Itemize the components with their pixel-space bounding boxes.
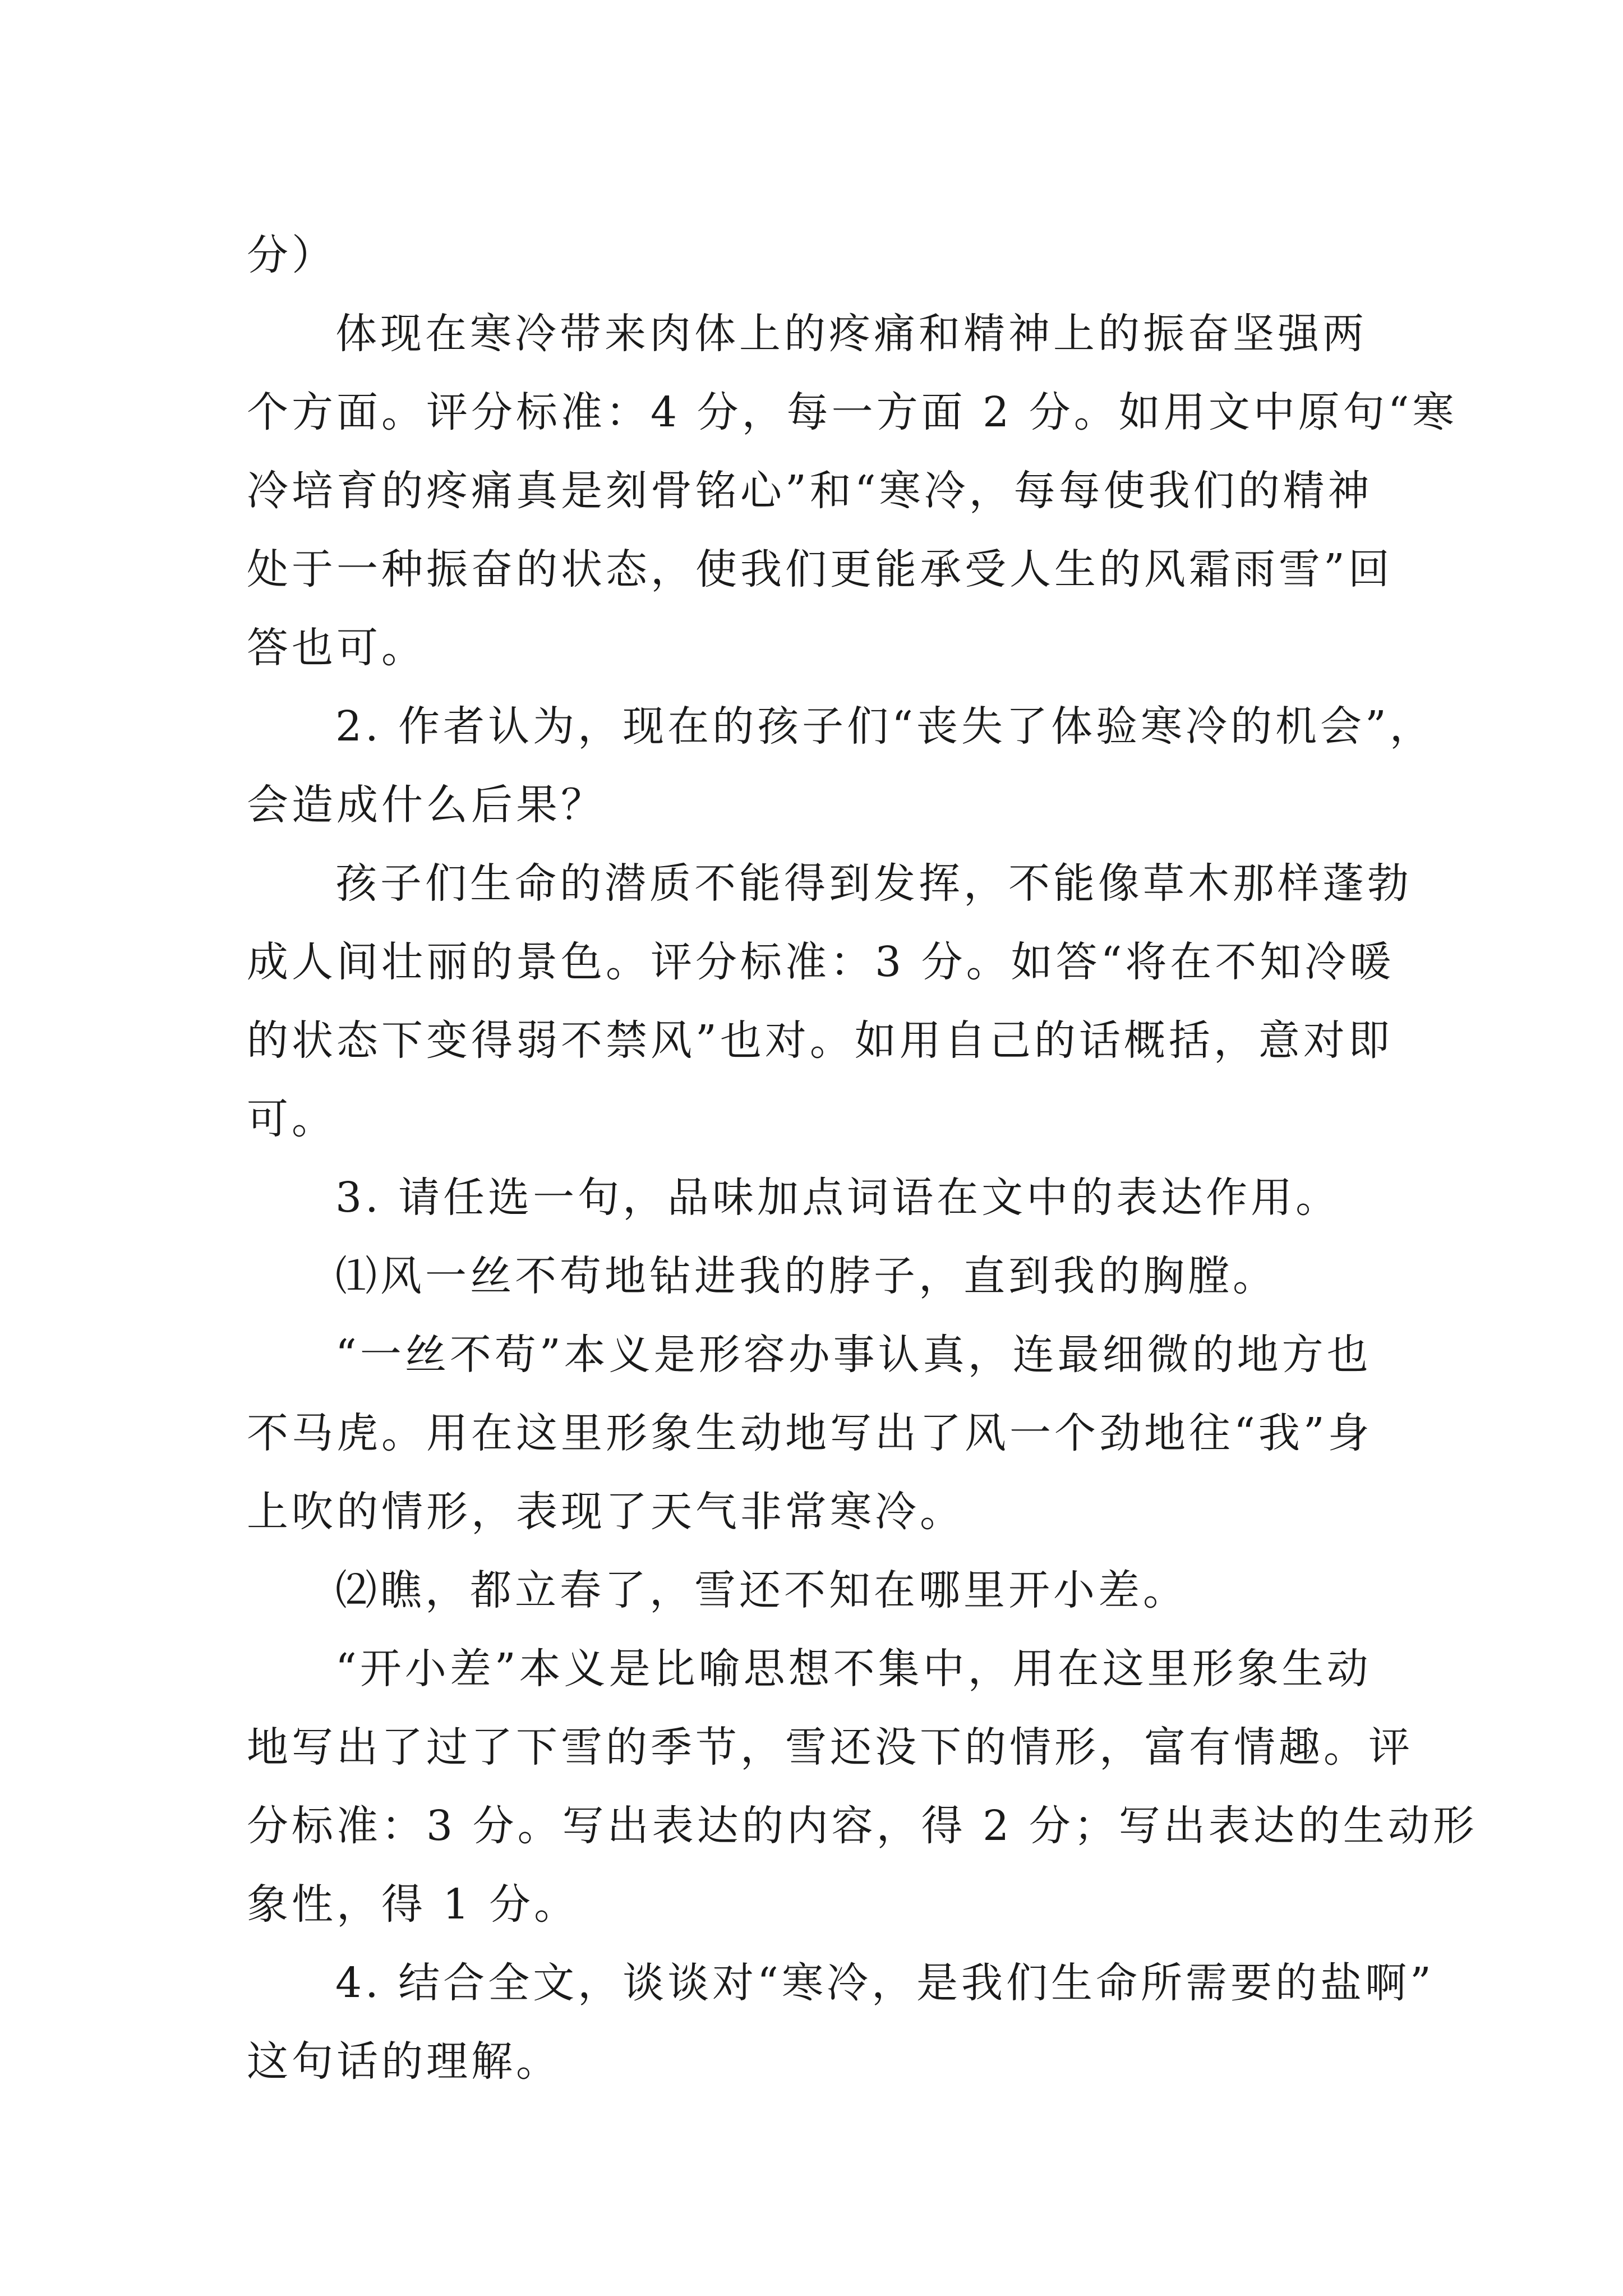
question-3: 3. 请任选一句，品味加点词语在文中的表达作用。 — [335, 1174, 1341, 1222]
sentence-1: ⑴风一丝不苟地钻进我的脖子，直到我的胸膛。 — [335, 1252, 1278, 1300]
text-line-24: 这句话的理解。 — [247, 2037, 561, 2086]
text-line-6: 答也可。 — [247, 624, 426, 672]
text-line-2: 体现在寒冷带来肉体上的疼痛和精神上的振奋坚强两 — [335, 310, 1367, 358]
text-line-22: 象性，得 1 分。 — [247, 1880, 579, 1929]
text-line-10: 成人间壮丽的景色。评分标准：3 分。如答“将在不知冷暖 — [247, 938, 1395, 986]
text-line-11: 的状态下变得弱不禁风”也对。如用自己的话概括，意对即 — [247, 1016, 1393, 1065]
document-page — [247, 216, 1478, 2101]
sentence-2: ⑵瞧，都立春了，雪还不知在哪里开小差。 — [335, 1566, 1188, 1614]
answer-2: 孩子们生命的潜质不能得到发挥，不能像草木那样蓬勃 — [335, 859, 1412, 908]
question-4: 4. 结合全文，谈谈对“寒冷，是我们生命所需要的盐啊” — [335, 1959, 1435, 2007]
text-line-17: 上吹的情形，表现了天气非常寒冷。 — [247, 1488, 965, 1536]
question-2: 2. 作者认为，现在的孩子们“丧失了体验寒冷的机会”， — [335, 702, 1435, 751]
text-line-1: 分） — [247, 231, 336, 279]
answer-3-2: “开小差”本义是比喻思想不集中，用在这里形象生动 — [335, 1645, 1372, 1693]
answer-3-1: “一丝不苟”本义是形容办事认真，连最细微的地方也 — [335, 1331, 1372, 1379]
text-line-20: 地写出了过了下雪的季节，雪还没下的情形，富有情趣。评 — [247, 1723, 1413, 1772]
text-line-8: 会造成什么后果？ — [247, 781, 606, 829]
text-line-5: 处于一种振奋的状态，使我们更能承受人生的风霜雨雪”回 — [247, 545, 1393, 593]
text-line-4: 冷培育的疼痛真是刻骨铭心”和“寒冷，每每使我们的精神 — [247, 467, 1373, 515]
text-line-21: 分标准：3 分。写出表达的内容，得 2 分；写出表达的生动形 — [247, 1802, 1478, 1850]
text-line-3: 个方面。评分标准：4 分，每一方面 2 分。如用文中原句“寒 — [247, 388, 1458, 436]
text-line-12: 可。 — [247, 1095, 336, 1143]
text-line-16: 不马虎。用在这里形象生动地写出了风一个劲地往“我”身 — [247, 1409, 1373, 1457]
